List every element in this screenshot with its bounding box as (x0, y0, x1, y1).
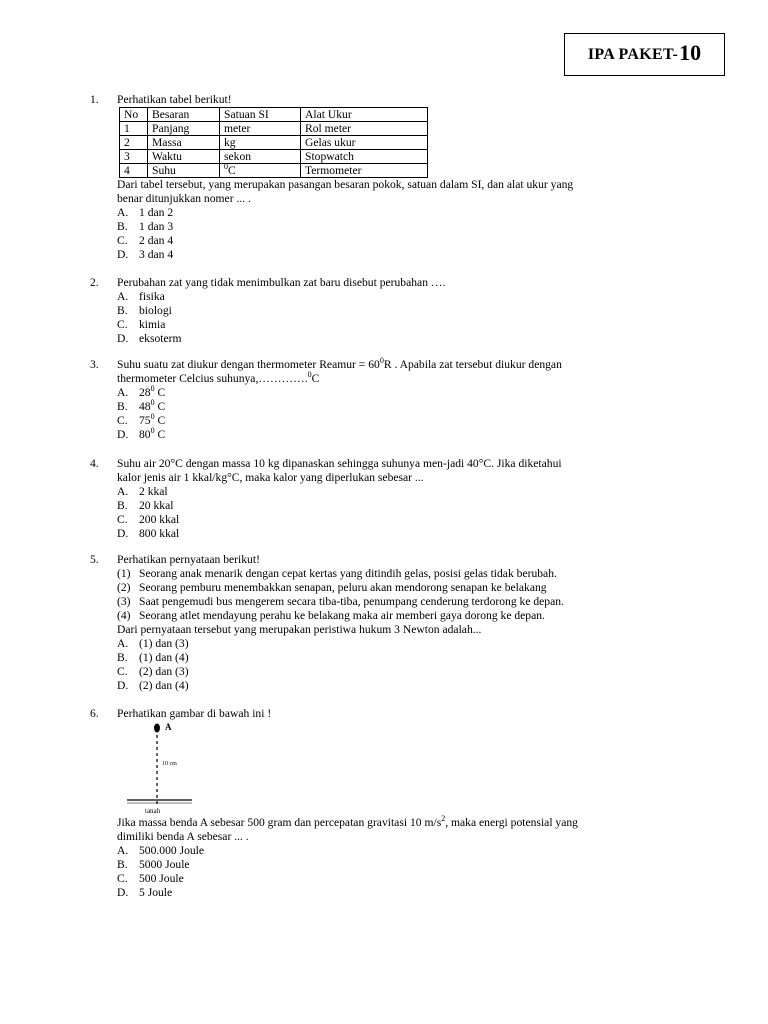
option-unit: C (154, 400, 166, 413)
question-text: Perubahan zat yang tidak menimbulkan zat baru disebut perubahan …. (117, 276, 446, 289)
degree-superscript: 0 (379, 356, 384, 365)
option-unit: C (154, 428, 166, 441)
question-prompt: Perhatikan gambar di bawah ini ! (117, 707, 272, 720)
option-letter: A. (117, 485, 129, 498)
table-header-cell: No (120, 108, 148, 122)
option-b[interactable] (117, 304, 710, 318)
option-letter: A. (117, 844, 129, 857)
question-prompt: Perhatikan tabel berikut! (117, 93, 232, 106)
statement-text: Seorang pemburu menembakkan senapan, peluru akan mendorong senapan ke belakang (139, 581, 547, 594)
question-text: Dari tabel tersebut, yang merupakan pasangan besaran pokok, satuan dalam SI, dan alat ukur yang (117, 178, 574, 191)
option-letter: C. (117, 872, 128, 885)
option-letter: B. (117, 858, 128, 871)
question-number: 6. (90, 707, 99, 720)
question-prompt: Perhatikan pernyataan berikut! (117, 553, 260, 566)
degree-superscript: 0 (150, 384, 155, 393)
option-text: 3 dan 4 (139, 248, 174, 261)
table-cell: 1 (120, 122, 148, 136)
degree-superscript: 0 (150, 412, 155, 421)
option-c[interactable] (117, 414, 710, 428)
option-text: biologi (139, 304, 172, 317)
degree-superscript: 0 (307, 370, 312, 379)
table-header-cell: Alat Ukur (301, 108, 428, 122)
table-cell: Panjang (148, 122, 220, 136)
option-text: (2) dan (4) (139, 679, 189, 692)
table-header-cell: Besaran (148, 108, 220, 122)
option-value: 48 (139, 400, 151, 413)
table-cell: Stopwatch (301, 150, 428, 164)
option-d[interactable] (117, 332, 710, 346)
table-cell: Rol meter (301, 122, 428, 136)
option-a[interactable] (117, 386, 710, 400)
statement-4 (117, 609, 710, 623)
option-c[interactable] (117, 665, 710, 679)
option-value: 28 (139, 386, 151, 399)
option-a[interactable] (117, 485, 710, 499)
option-value: 75 (139, 414, 151, 427)
question-3 (90, 358, 710, 442)
question-5 (90, 553, 710, 693)
exponent-superscript: 2 (441, 814, 446, 823)
option-text: 500 Joule (139, 872, 184, 885)
statement-text: Seorang anak menarik dengan cepat kertas yang ditindih gelas, posisi gelas tidak berubah. (139, 567, 557, 580)
option-text: (1) dan (3) (139, 637, 189, 650)
statement-label: (2) (117, 581, 131, 594)
option-text: kimia (139, 318, 166, 331)
option-letter: C. (117, 513, 128, 526)
option-letter: B. (117, 400, 128, 413)
height-diagram (122, 721, 242, 805)
statement-2 (117, 581, 710, 595)
option-b[interactable] (117, 499, 710, 513)
statement-3 (117, 595, 710, 609)
text-part: , maka energi potensial yang (445, 816, 578, 829)
table-cell: Gelas ukur (301, 136, 428, 150)
degree-superscript: 0 (224, 162, 228, 171)
option-d[interactable] (117, 527, 710, 541)
table-row (120, 164, 428, 178)
question-text: Dari pernyataan tersebut yang merupakan peristiwa hukum 3 Newton adalah... (117, 623, 482, 636)
question-6 (90, 707, 710, 900)
option-text: 2 kkal (139, 485, 168, 498)
option-text: fisika (139, 290, 165, 303)
question-number: 5. (90, 553, 99, 566)
option-text: 2 dan 4 (139, 234, 174, 247)
table-header-cell: Satuan SI (220, 108, 301, 122)
option-a[interactable] (117, 637, 710, 651)
text-part: Jika massa benda A sebesar 500 gram dan percepatan gravitasi 10 m/s (117, 816, 442, 829)
option-text: 800 kkal (139, 527, 180, 540)
option-letter: D. (117, 679, 129, 692)
text-part: thermometer Celcius suhunya,…………. (117, 372, 308, 385)
height-label: 10 cm (162, 761, 177, 767)
option-b[interactable] (117, 858, 710, 872)
option-text: (1) dan (4) (139, 651, 189, 664)
text-part: R . Apabila zat tersebut diukur dengan (383, 358, 562, 371)
question-text (117, 358, 710, 372)
statement-1 (117, 567, 710, 581)
table-cell: 3 (120, 150, 148, 164)
table-cell (220, 164, 301, 178)
option-letter: A. (117, 290, 129, 303)
option-c[interactable] (117, 318, 710, 332)
option-text: eksoterm (139, 332, 182, 345)
option-unit: C (154, 386, 166, 399)
question-1 (90, 93, 710, 262)
table-cell: Suhu (148, 164, 220, 178)
option-letter: C. (117, 414, 128, 427)
point-label-a: A (165, 722, 172, 732)
unit-celsius: C (228, 164, 236, 177)
option-b[interactable] (117, 220, 710, 234)
option-c[interactable] (117, 513, 710, 527)
option-letter: D. (117, 428, 129, 441)
option-text: 20 kkal (139, 499, 174, 512)
option-b[interactable] (117, 400, 710, 414)
degree-superscript: 0 (150, 398, 155, 407)
option-letter: C. (117, 665, 128, 678)
table-cell: kg (220, 136, 301, 150)
statement-label: (1) (117, 567, 131, 580)
question-number: 1. (90, 93, 99, 106)
option-d[interactable] (117, 886, 710, 900)
question-text (117, 816, 710, 830)
option-letter: A. (117, 206, 129, 219)
table-cell: Massa (148, 136, 220, 150)
table-row (120, 150, 428, 164)
option-d[interactable] (117, 679, 710, 693)
option-value: 80 (139, 428, 151, 441)
text-part: Suhu suatu zat diukur dengan thermometer Reamur = 60 (117, 358, 380, 371)
statement-label: (4) (117, 609, 131, 622)
option-text: (2) dan (3) (139, 665, 189, 678)
option-letter: B. (117, 651, 128, 664)
table-cell: sekon (220, 150, 301, 164)
question-text (117, 372, 710, 386)
question-number: 3. (90, 358, 99, 371)
question-number: 4. (90, 457, 99, 470)
table-row (120, 136, 428, 150)
table-row (120, 122, 428, 136)
option-a[interactable] (117, 290, 710, 304)
table-cell: Waktu (148, 150, 220, 164)
question-text: benar ditunjukkan nomer ... . (117, 192, 251, 205)
question-4 (90, 457, 710, 541)
table-cell: 4 (120, 164, 148, 178)
option-letter: D. (117, 886, 129, 899)
ground-label: tanah (145, 807, 161, 815)
option-a[interactable] (117, 206, 710, 220)
question-2 (90, 276, 710, 346)
question-text: dimiliki benda A sebesar ... . (117, 830, 249, 843)
table-cell: meter (220, 122, 301, 136)
option-letter: C. (117, 234, 128, 247)
option-text: 500.000 Joule (139, 844, 205, 857)
option-letter: D. (117, 248, 129, 261)
object-a (154, 724, 160, 733)
option-d[interactable] (117, 428, 710, 442)
question-number: 2. (90, 276, 99, 289)
option-letter: A. (117, 386, 129, 399)
paket-label: IPA PAKET- (587, 45, 679, 63)
question-text: kalor jenis air 1 kkal/kg°C, maka kalor yang diperlukan sebesar ... (117, 471, 424, 484)
option-text: 5000 Joule (139, 858, 190, 871)
quantity-table (119, 107, 428, 178)
option-letter: B. (117, 220, 128, 233)
option-unit: C (154, 414, 166, 427)
option-text: 200 kkal (139, 513, 180, 526)
paket-number: 10 (679, 39, 702, 65)
option-b[interactable] (117, 651, 710, 665)
option-letter: B. (117, 499, 128, 512)
option-letter: D. (117, 527, 129, 540)
degree-superscript: 0 (150, 426, 155, 435)
statement-label: (3) (117, 595, 131, 608)
table-cell: Termometer (301, 164, 428, 178)
height-figure (122, 721, 242, 815)
option-letter: A. (117, 637, 129, 650)
paket-title-box (564, 33, 725, 76)
table-header-row (120, 108, 428, 122)
option-text: 1 dan 2 (139, 206, 174, 219)
question-text: Suhu air 20°C dengan massa 10 kg dipanaskan sehingga suhunya men-jadi 40°C. Jika diketahui (117, 457, 562, 470)
table-cell: 2 (120, 136, 148, 150)
option-a[interactable] (117, 844, 710, 858)
statement-text: Seorang atlet mendayung perahu ke belakang maka air memberi gaya dorong ke depan. (139, 609, 545, 622)
option-text: 1 dan 3 (139, 220, 174, 233)
option-letter: B. (117, 304, 128, 317)
option-letter: C. (117, 318, 128, 331)
option-c[interactable] (117, 234, 710, 248)
option-text: 5 Joule (139, 886, 173, 899)
option-d[interactable] (117, 248, 710, 262)
option-letter: D. (117, 332, 129, 345)
text-part: C (311, 372, 320, 385)
option-c[interactable] (117, 872, 710, 886)
statement-text: Saat pengemudi bus mengerem secara tiba-tiba, penumpang cenderung terdorong ke depan. (139, 595, 564, 608)
